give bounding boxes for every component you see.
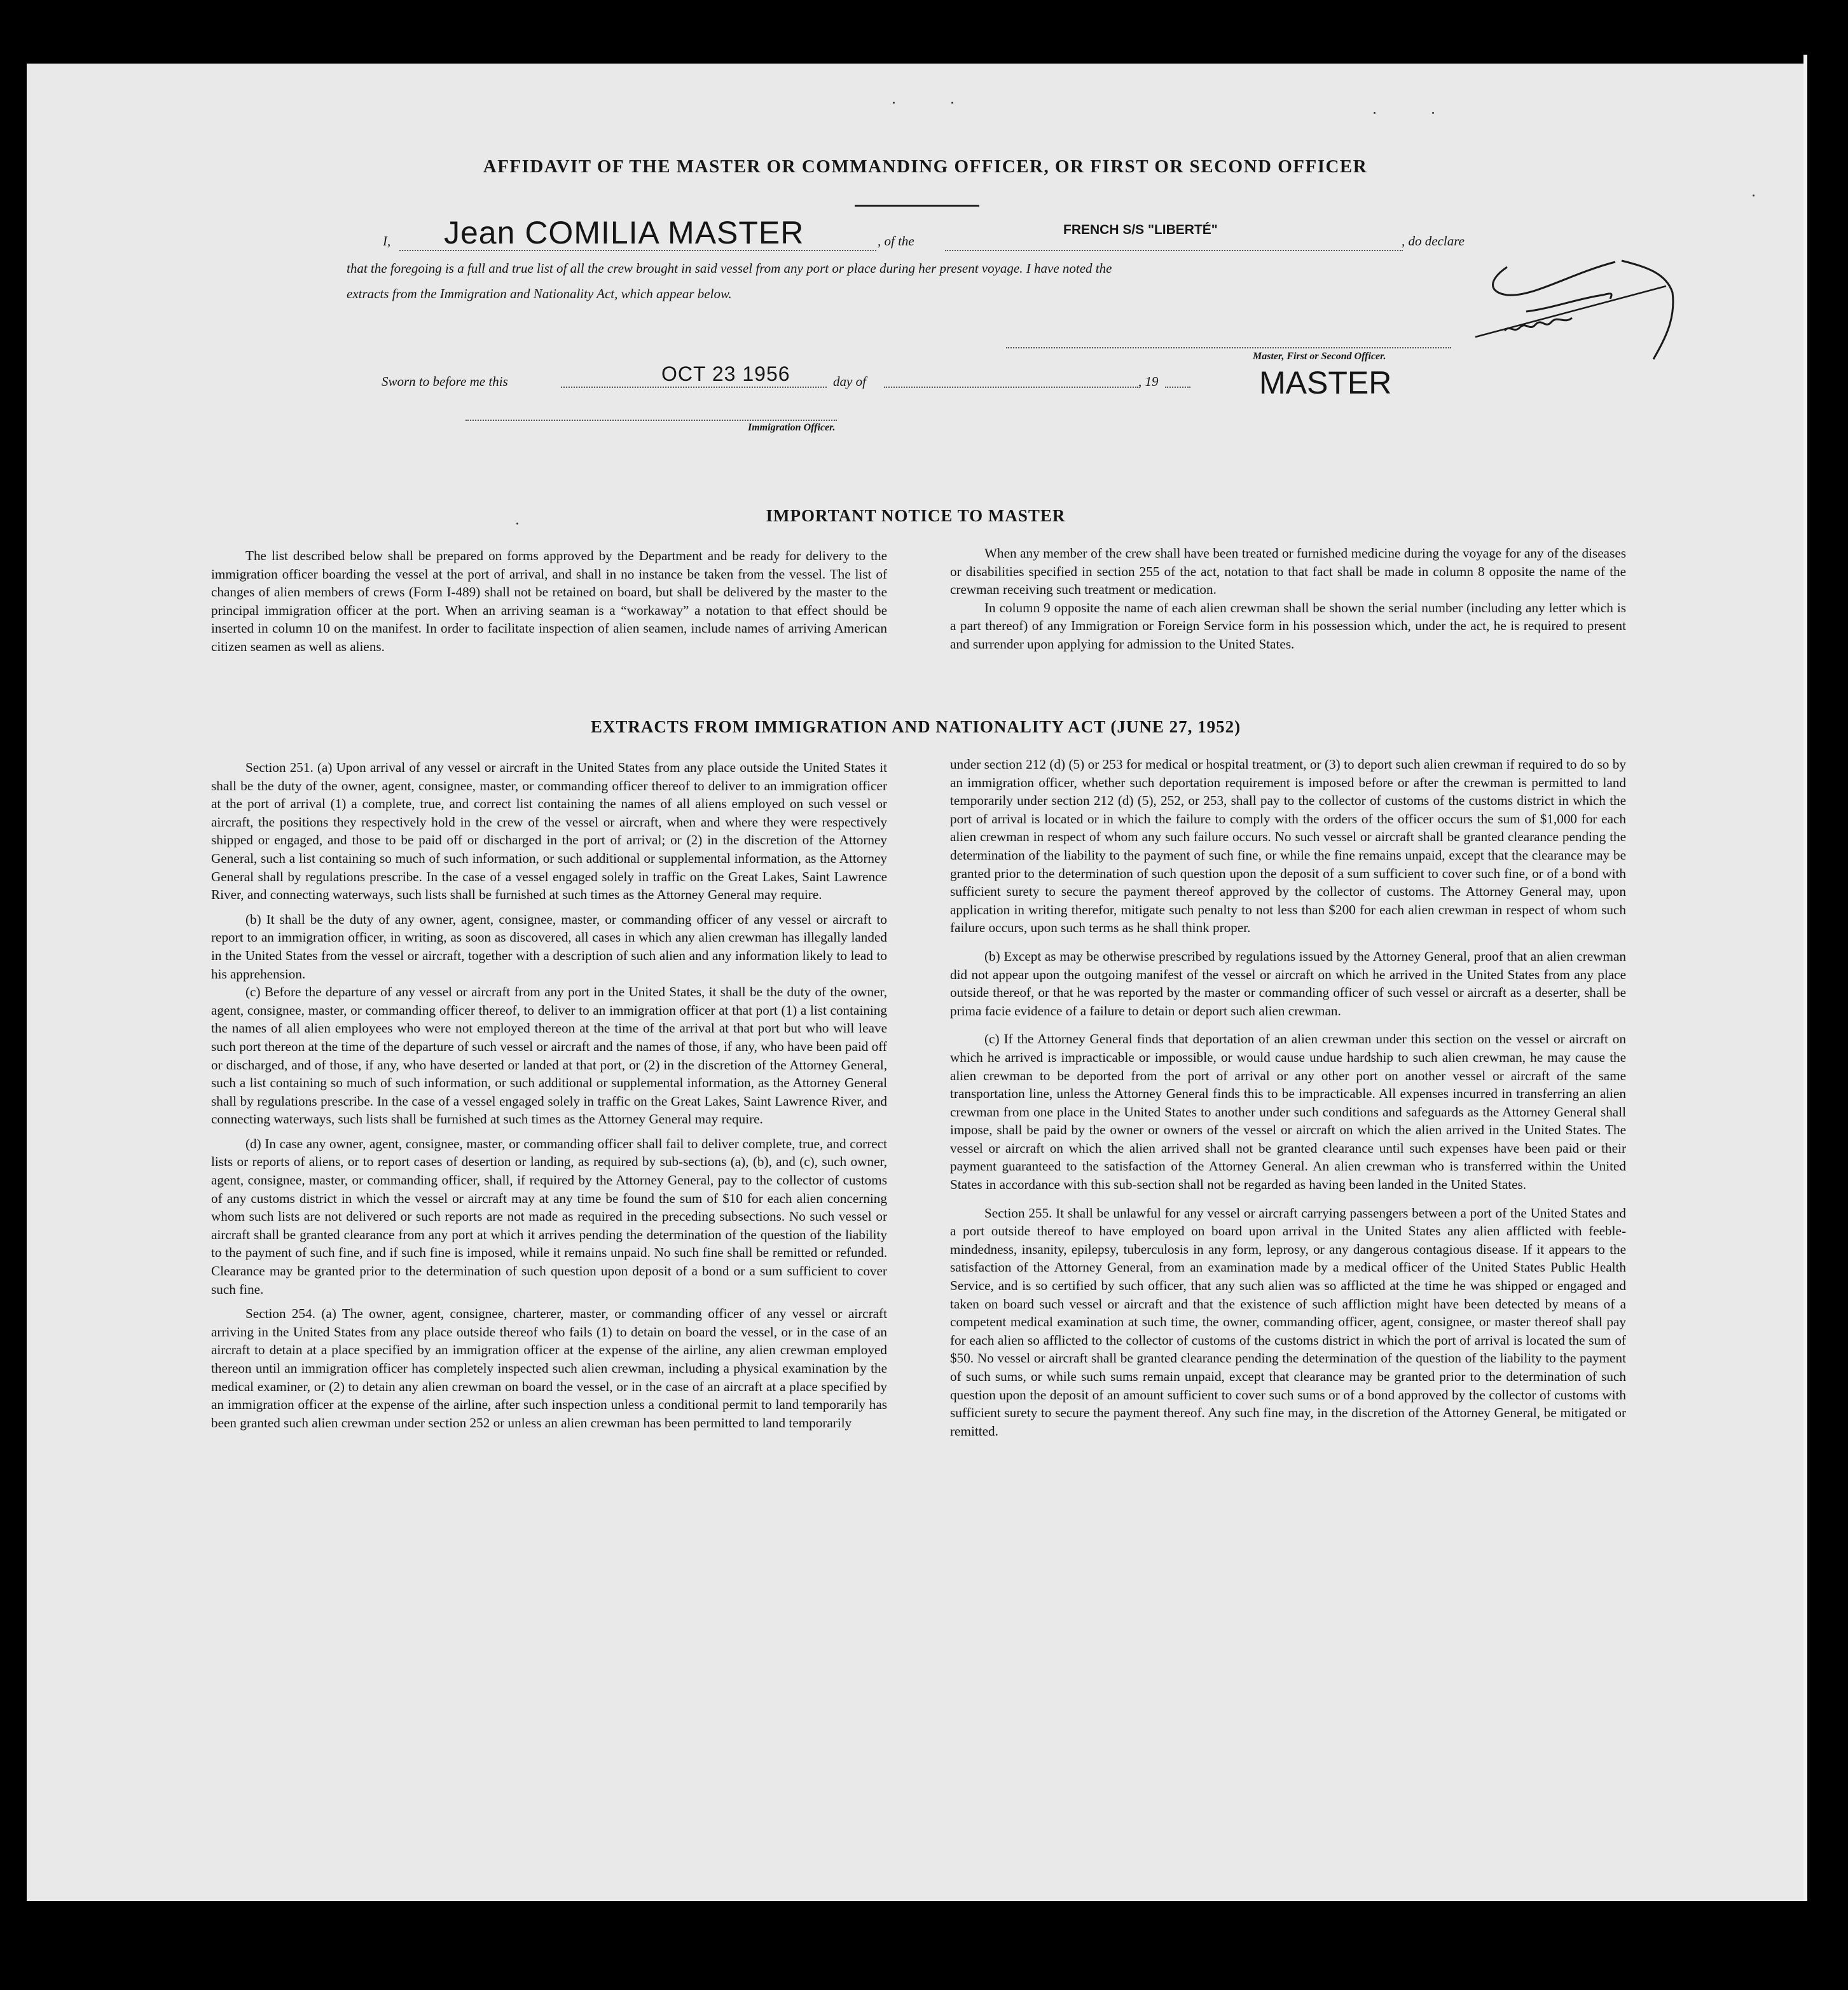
- master-name: Jean COMILIA MASTER: [444, 215, 804, 250]
- handwritten-signature: [1463, 254, 1679, 369]
- section-251-b: (b) It shall be the duty of any owner, agent, consignee, master, or commanding officer of any vessel or aircraft to report to an immigration officer, in writing, as soon as discovered, all cases in which any alien crewman has illegally landed in the United States from the vessel or aircraft, together with a description of such alien and any information likely to lead to his apprehension.: [211, 911, 887, 982]
- extracts-right-column: [950, 755, 1626, 1440]
- section-251-c: (c) Before the departure of any vessel or aircraft from any port in the United States, it shall be the duty of the owner, agent, consignee, master, or commanding officer thereof, to deliver to an immigration officer at that port (1) a list containing the names of all alien employees who were not employed thereon at the time of the arrival at that port but who will leave such port thereon at the time of the departure of such vessel or aircraft and the names of those, if any, who have been paid off or discharged, and of those, if any, who have deserted or landed at that port, or (2) in the discretion of the Attorney General, such a list containing so much of such information, or such additional or supplemental information, as the Attorney General shall by regulations prescribe. In the case of a vessel engaged solely in traffic on the Great Lakes, Saint Lawrence River, and connecting waterways, such lists shall be furnished at such times as the Attorney General may require.: [211, 984, 887, 1127]
- sheet-edge: [1803, 55, 1807, 1901]
- section-254-c: (c) If the Attorney General finds that deportation of an alien crewman under this section on the vessel or aircraft on which he arrived is impracticable or impossible, or would cause undue hardship to such alien crewman, he may cause the alien crewman to be deported from the port of arrival or any other port on another vessel or aircraft of the same transportation line, unless the Attorney General finds this to be impracticable. All expenses incurred in transferring an alien crewman from one place in the United States to another under such conditions and safeguards as the Attorney General shall impose, shall be paid by the owner or owners of the vessel or aircraft on which the alien arrived in the United States. The vessel or aircraft on which the alien arrived shall not be granted clearance until such expenses have been paid or their payment guaranteed to the satisfaction of the Attorney General. An alien crewman who is transferred within the United States in accordance with this sub-section shall not be regarded as having been landed in the United States.: [950, 1031, 1626, 1193]
- dust-speck: [1432, 112, 1434, 114]
- notice-heading: IMPORTANT NOTICE TO MASTER: [766, 506, 1066, 525]
- declaration-line-2: that the foregoing is a full and true list of all the crew brought in said vessel from any port or place during her present voyage. I have noted the: [347, 261, 1112, 276]
- vessel-name: FRENCH S/S "LIBERTÉ": [1063, 223, 1218, 237]
- master-caption: Master, First or Second Officer.: [1253, 351, 1386, 362]
- document-title: AFFIDAVIT OF THE MASTER OR COMMANDING OFFICER, OR FIRST OR SECOND OFFICER: [483, 156, 1368, 177]
- year-field-line: [1165, 387, 1190, 388]
- month-field-line: [884, 387, 1138, 388]
- dust-speck: [951, 102, 953, 104]
- master-stamp: MASTER: [1259, 365, 1392, 401]
- dust-speck: [516, 523, 518, 525]
- section-251-a: Section 251. (a) Upon arrival of any vessel or aircraft in the United States from any place outside the United States it shall be the duty of the owner, agent, consignee, master, or commanding officer thereof to deliver to an immigration officer at the port of arrival (1) a complete, true, and correct list containing the names of all aliens employed on such vessel or aircraft, the positions they respectively hold in the crew of the vessel or aircraft, when and where they were respectively shipped or engaged, and those to be paid off or discharged in the port of arrival; or (2) in the discretion of the Attorney General, such a list containing so much of such information, or such additional or supplemental information, as the Attorney General shall by regulations prescribe. In the case of a vessel engaged solely in traffic on the Great Lakes, Saint Lawrence River, and connecting waterways, such lists shall be furnished at such times as the Attorney General may require.: [211, 760, 887, 903]
- declaration-prefix: I,: [383, 233, 391, 249]
- do-declare-label: , do declare: [1402, 233, 1465, 249]
- section-254-a-continued: under section 212 (d) (5) or 253 for medical or hospital treatment, or (3) to deport such alien crewman if required to do so by an immigration officer, whether such deportation requirement is imposed before or after the crewman is permitted to land temporarily under section 212 (d) (5), 252, or 253, shall pay to the collector of customs of the customs district in which the port of arrival is located or in which the failure to comply with the orders of the officer occurs the sum of $1,000 for each alien crewman in respect of whom any such failure occurs. No such vessel or aircraft shall be granted clearance pending the determination of the liability to the payment of such fine, or while the fine remains unpaid, except that the clearance may be granted prior to the determination of such question upon the deposit of a sum sufficient to cover such fine, or of a bond with sufficient surety to secure the payment thereof approved by the collector of customs. The Attorney General may, upon application in writing therefor, mitigate such penalty to not less than $200 for each alien crewman in respect of whom such failure occurs, upon such terms as he shall think proper.: [950, 757, 1626, 936]
- section-251-d: (d) In case any owner, agent, consignee, master, or commanding officer shall fail to deliver complete, true, and correct lists or reports of aliens, or to report cases of desertion or landing, as required by sub-sections (a), (b), and (c), such owner, agent, consignee, master, or commanding officer, shall, if required by the Attorney General, pay to the collector of customs of any customs district in which the vessel or aircraft may at any time be found the sum of $10 for each alien concerning whom such lists are not delivered or such reports are not made as required in the preceding subsections. No such vessel or aircraft shall be granted clearance from any port at which it arrives pending the determination of the question of the liability to the payment of such fine, and if such fine is imposed, while it remains unpaid. No such fine shall be remitted or refunded. Clearance may be granted prior to the determination of such question upon deposit of a bond or a sum sufficient to cover such fine.: [211, 1136, 887, 1297]
- dust-speck: [893, 102, 895, 104]
- sworn-label: Sworn to before me this: [382, 374, 508, 389]
- sworn-date-line: [561, 387, 827, 388]
- section-255: Section 255. It shall be unlawful for any vessel or aircraft carrying passengers between a port of the United States and a port outside thereof to have employed on board upon arrival in the United States any alien afflicted with feeble-mindedness, insanity, epilepsy, tuberculosis in any form, leprosy, or any dangerous contagious disease. If it appears to the satisfaction of the Attorney General, from an examination made by a medical officer of the United States Public Health Service, and is so certified by such officer, that any such alien was so afflicted at the time he was shipped or engaged and taken on board such vessel or aircraft and that the existence of such affliction might have been detected by means of a competent medical examination at such time, the owner, commanding officer, agent, consignee, or master thereof shall pay for each alien so afflicted to the collector of customs of the customs district in which the port of arrival is located the sum of $50. No vessel or aircraft shall be granted clearance pending the determination of the question of the liability to the payment of such sums, or while such sums remain unpaid, except that clearance may be granted prior to the determination of such question upon the deposit of an amount sufficient to cover such sums or of a bond approved by the collector of customs with sufficient surety to secure the payment thereof. Any such fine may, in the discretion of the Attorney General, be mitigated or remitted.: [950, 1205, 1626, 1439]
- immigration-officer-caption: Immigration Officer.: [748, 422, 836, 433]
- section-254-b: (b) Except as may be otherwise prescribed by regulations issued by the Attorney General, proof that an alien crewman did not appear upon the outgoing manifest of the vessel or aircraft on which he arrived in the United States from any place outside thereof, or that he was reported by the master or commanding officer of such vessel or aircraft as a deserter, shall be prima facie evidence of a failure to detain or deport such alien crewman.: [950, 948, 1626, 1019]
- year-prefix: , 19: [1138, 374, 1159, 389]
- vessel-field-line: [945, 250, 1403, 251]
- immigration-officer-line: [465, 420, 837, 421]
- dust-speck: [1753, 195, 1755, 196]
- notice-right-paragraph-1: When any member of the crew shall have been treated or furnished medicine during the voyage for any of the diseases or disabilities specified in section 255 of the act, notation to that fact shall be made in column 8 opposite the name of the crewman receiving such treatment or medication.: [950, 546, 1626, 598]
- extracts-left-column: [211, 758, 887, 1432]
- notice-left-paragraph: The list described below shall be prepared on forms approved by the Department and be ready for delivery to the immigration officer boarding the vessel at the port of arrival, and shall in no instance be taken from the vessel. The list of changes of alien members of crews (Form I-489) shall not be retained on board, but shall be delivered by the master to the principal immigration officer at the port. When an arriving seaman is a “workaway” a notation to that effect should be inserted in column 10 on the manifest. In order to facilitate inspection of alien seamen, include names of arriving American citizen seamen as well as aliens.: [211, 548, 887, 654]
- title-underline: [855, 205, 979, 207]
- extracts-heading: EXTRACTS FROM IMMIGRATION AND NATIONALITY ACT (JUNE 27, 1952): [590, 717, 1241, 736]
- section-254-a: Section 254. (a) The owner, agent, consignee, charterer, master, or commanding officer of any vessel or aircraft arriving in the United States from any place outside thereof who fails (1) to detain on board the vessel, or in the case of an aircraft to detain at a place specified by an immigration officer at the expense of the airline, any alien crewman employed thereon until an immigration officer has completely inspected such alien crewman, including a physical examination by the medical examiner, or (2) to detain any alien crewman on board the vessel, or in the case of an aircraft at a place specified by an immigration officer at the expense of the airline, after such inspection unless a conditional permit to land temporarily has been granted such alien crewman under section 252 or unless an alien crewman has been permitted to land temporarily: [211, 1306, 887, 1431]
- notice-right-column: [950, 544, 1626, 654]
- declaration-line-3: extracts from the Immigration and Nationality Act, which appear below.: [347, 286, 732, 301]
- of-the-label: , of the: [878, 233, 914, 249]
- day-of-label: day of: [833, 374, 866, 389]
- sworn-date-stamp: OCT 23 1956: [661, 362, 790, 385]
- notice-right-paragraph-2: In column 9 opposite the name of each alien crewman shall be shown the serial number (including any letter which is a part thereof) of any Immigration or Foreign Service form in his possession which, under the act, he is required to present and surrender upon applying for admission to the United States.: [950, 600, 1626, 652]
- dust-speck: [1374, 112, 1376, 114]
- master-signature-line: [1006, 347, 1451, 348]
